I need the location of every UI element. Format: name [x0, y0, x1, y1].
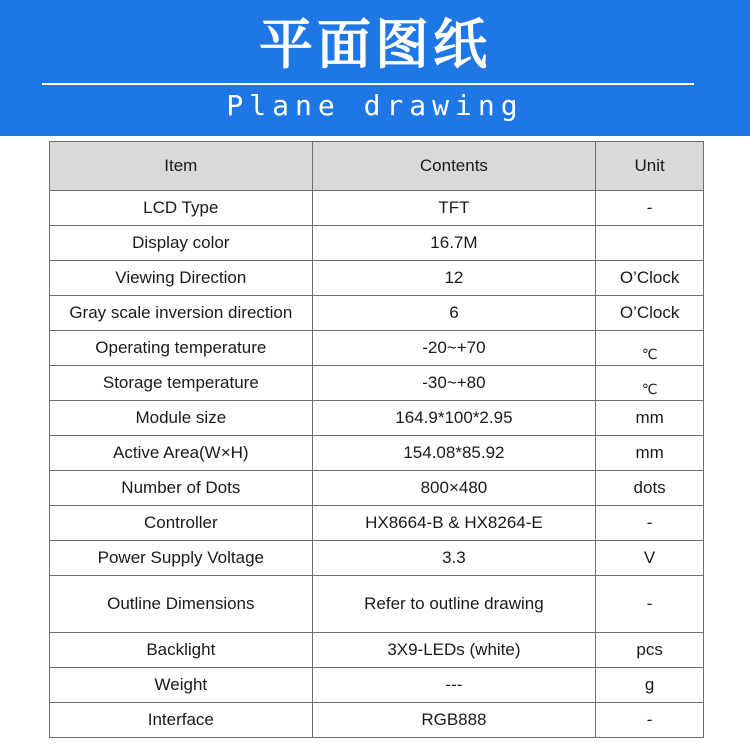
table-row — [50, 226, 704, 261]
column-header-contents: Contents — [312, 142, 596, 191]
table-row — [50, 576, 704, 633]
cell-unit: - — [596, 506, 704, 541]
table-row — [50, 366, 704, 401]
cell-contents: 154.08*85.92 — [312, 436, 596, 471]
cell-contents: 12 — [312, 261, 596, 296]
cell-item: LCD Type — [50, 191, 313, 226]
celsius-unit: ℃ — [641, 346, 658, 362]
cell-item: Display color — [50, 226, 313, 261]
cell-item: Power Supply Voltage — [50, 541, 313, 576]
cell-unit: V — [596, 541, 704, 576]
table-row — [50, 506, 704, 541]
cell-contents: HX8664-B & HX8264-E — [312, 506, 596, 541]
cell-item: Gray scale inversion direction — [50, 296, 313, 331]
table-header-row — [50, 142, 704, 191]
cell-unit: mm — [596, 436, 704, 471]
cell-item: Number of Dots — [50, 471, 313, 506]
table-row — [50, 703, 704, 738]
cell-contents: --- — [312, 668, 596, 703]
cell-contents: -20~+70 — [312, 331, 596, 366]
table-row — [50, 541, 704, 576]
cell-item: Weight — [50, 668, 313, 703]
cell-contents: 3.3 — [312, 541, 596, 576]
cell-unit: g — [596, 668, 704, 703]
cell-item: Storage temperature — [50, 366, 313, 401]
cell-contents: 16.7M — [312, 226, 596, 261]
cell-unit: O’Clock — [596, 296, 704, 331]
cell-unit: - — [596, 576, 704, 633]
cell-item: Viewing Direction — [50, 261, 313, 296]
cell-item: Operating temperature — [50, 331, 313, 366]
table-row — [50, 296, 704, 331]
cell-unit: mm — [596, 401, 704, 436]
cell-unit — [596, 331, 704, 366]
table-row — [50, 633, 704, 668]
cell-contents: Refer to outline drawing — [312, 576, 596, 633]
cell-contents: 6 — [312, 296, 596, 331]
cell-unit: - — [596, 703, 704, 738]
header-banner — [0, 0, 750, 136]
table-row — [50, 668, 704, 703]
cell-contents: 800×480 — [312, 471, 596, 506]
column-header-item: Item — [50, 142, 313, 191]
spec-table — [49, 141, 704, 738]
column-header-unit: Unit — [596, 142, 704, 191]
cell-item: Outline Dimensions — [50, 576, 313, 633]
banner-title: 平面图纸 — [259, 13, 491, 76]
table-row — [50, 331, 704, 366]
cell-unit: dots — [596, 471, 704, 506]
cell-contents: 164.9*100*2.95 — [312, 401, 596, 436]
cell-item: Active Area(W×H) — [50, 436, 313, 471]
cell-unit: O’Clock — [596, 261, 704, 296]
table-row — [50, 401, 704, 436]
cell-item: Module size — [50, 401, 313, 436]
cell-unit — [596, 226, 704, 261]
cell-item: Interface — [50, 703, 313, 738]
banner-subtitle: Plane drawing — [226, 89, 524, 122]
table-row — [50, 471, 704, 506]
table-row — [50, 191, 704, 226]
cell-contents: -30~+80 — [312, 366, 596, 401]
cell-unit: - — [596, 191, 704, 226]
cell-unit — [596, 366, 704, 401]
cell-contents: 3X9-LEDs (white) — [312, 633, 596, 668]
cell-contents: TFT — [312, 191, 596, 226]
table-row — [50, 436, 704, 471]
celsius-unit: ℃ — [641, 381, 658, 397]
cell-unit: pcs — [596, 633, 704, 668]
table-row — [50, 261, 704, 296]
banner-divider — [42, 83, 694, 85]
cell-item: Controller — [50, 506, 313, 541]
cell-item: Backlight — [50, 633, 313, 668]
cell-contents: RGB888 — [312, 703, 596, 738]
